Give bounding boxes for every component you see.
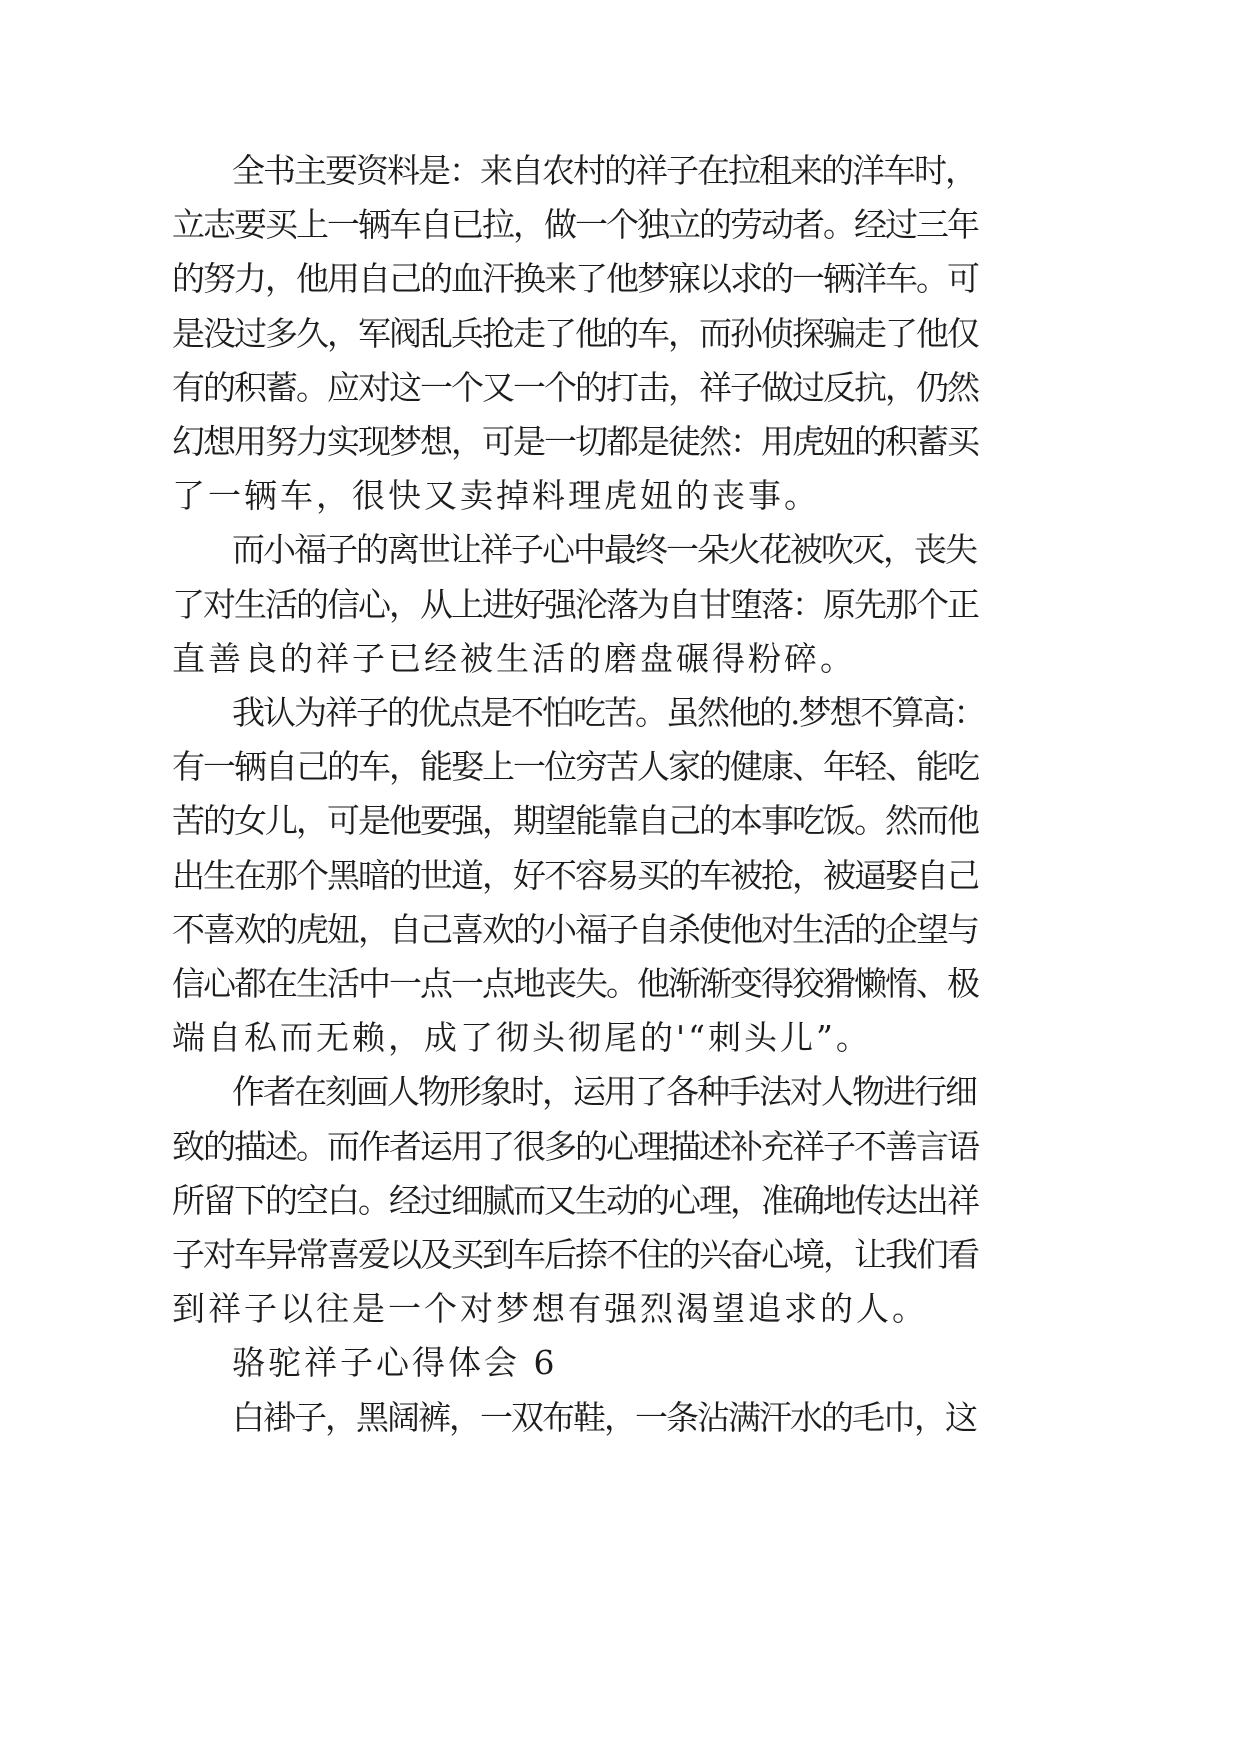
paragraph-line: 到祥子以往是一个对梦想有强烈渴望追求的人。 xyxy=(172,1289,928,1328)
paragraph-line: 了一辆车，很快又卖掉料理虎妞的丧事。 xyxy=(172,476,820,515)
paragraph-line: 不喜欢的虎妞，自己喜欢的小福子自杀使他对生活的企望与 xyxy=(172,910,978,949)
paragraph-line: 信心都在生活中一点一点地丧失。他渐渐变得狡猾懒惰、极 xyxy=(172,964,978,1003)
paragraph-line: 子对车异常喜爱以及买到车后捺不住的兴奋心境，让我们看 xyxy=(172,1235,978,1274)
paragraph-first-line: 骆驼祥子心得体会 6 xyxy=(232,1343,558,1382)
paragraph-first-line: 全书主要资料是：来自农村的祥子在拉租来的洋车时， xyxy=(232,151,976,190)
paragraph-line: 立志要买上一辆车自已拉，做一个独立的劳动者。经过三年 xyxy=(172,205,978,244)
paragraph-line: 幻想用努力实现梦想，可是一切都是徒然：用虎妞的积蓄买 xyxy=(172,422,978,461)
paragraph-first-line: 我认为祥子的优点是不怕吃苦。虽然他的.梦想不算高： xyxy=(232,693,985,732)
paragraph-line: 有一辆自己的车，能娶上一位穷苦人家的健康、年轻、能吃 xyxy=(172,747,978,786)
paragraph-line: 所留下的空白。经过细腻而又生动的心理，准确地传达出祥 xyxy=(172,1181,978,1220)
paragraph-first-line: 白褂子，黑阔裤，一双布鞋，一条沾满汗水的毛巾，这 xyxy=(232,1398,976,1437)
paragraph-first-line: 而小福子的离世让祥子心中最终一朵火花被吹灭，丧失 xyxy=(232,530,976,569)
paragraph-first-line: 作者在刻画人物形象时，运用了各种手法对人物进行细 xyxy=(232,1072,976,1111)
paragraph-line: 致的描述。而作者运用了很多的心理描述补充祥子不善言语 xyxy=(172,1127,978,1166)
paragraph-line: 的努力，他用自己的血汗换来了他梦寐以求的一辆洋车。可 xyxy=(172,259,978,298)
paragraph-line: 有的积蓄。应对这一个又一个的打击，祥子做过反抗，仍然 xyxy=(172,368,978,407)
paragraph-line: 直善良的祥子已经被生活的磨盘碾得粉碎。 xyxy=(172,639,856,678)
paragraph-line: 出生在那个黑暗的世道，好不容易买的车被抢，被逼娶自己 xyxy=(172,856,978,895)
paragraph-line: 了对生活的信心，从上进好强沦落为自甘堕落：原先那个正 xyxy=(172,585,978,624)
paragraph-line: 是没过多久，军阀乱兵抢走了他的车，而孙侦探骗走了他仅 xyxy=(172,314,978,353)
paragraph-line: 端自私而无赖，成了彻头彻尾的'“刺头儿”。 xyxy=(172,1018,872,1057)
paragraph-line: 苦的女儿，可是他要强，期望能靠自己的本事吃饭。然而他 xyxy=(172,801,978,840)
